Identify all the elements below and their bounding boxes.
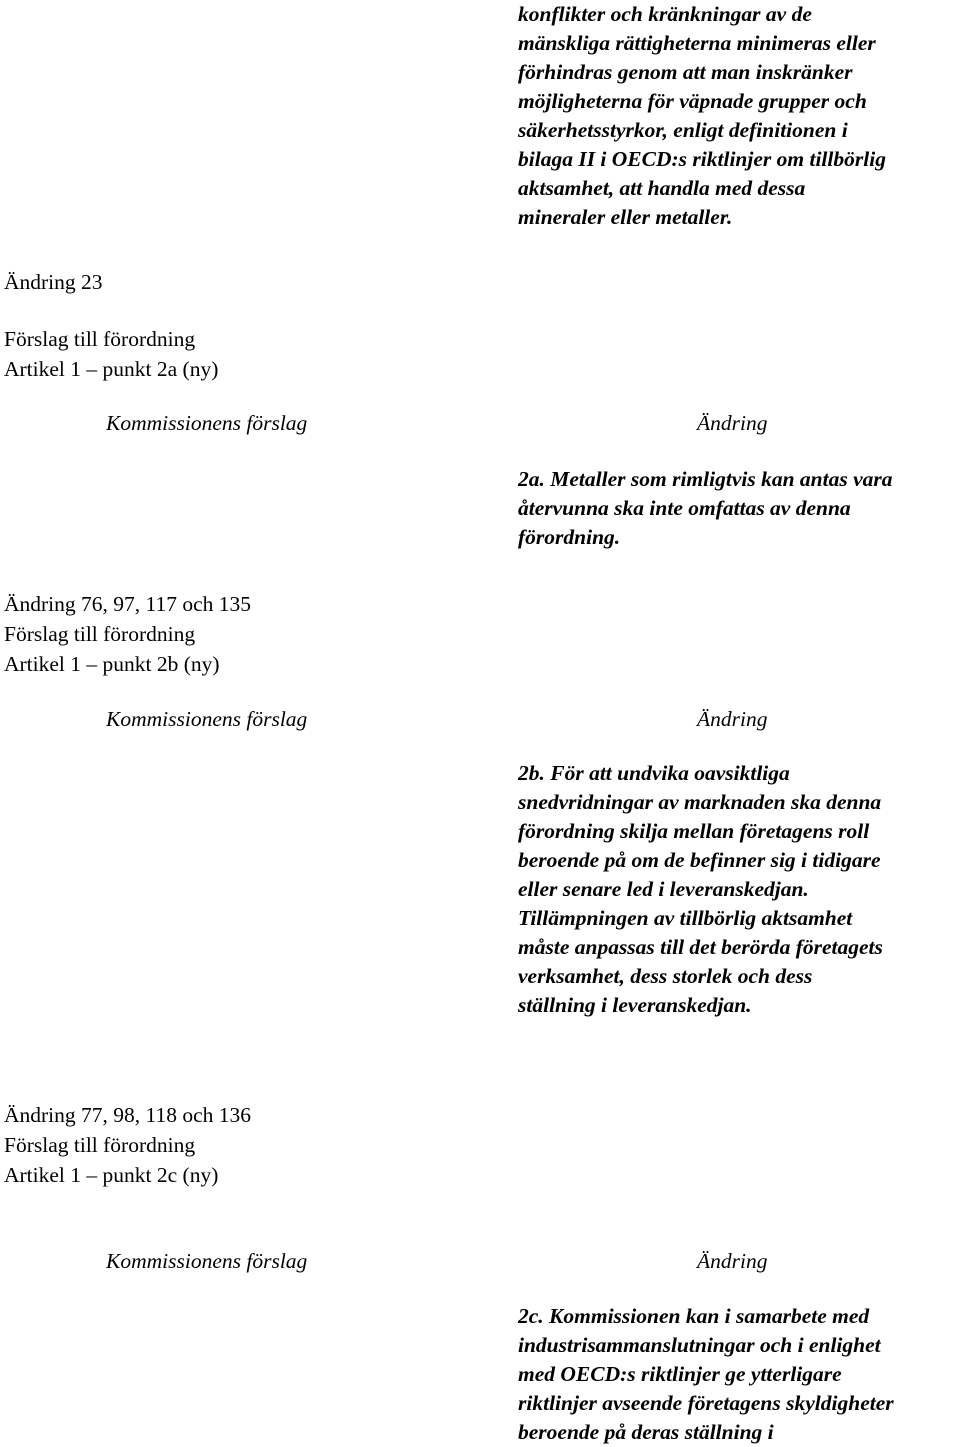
- amendment-subheading: Förslag till förordning Artikel 1 – punkt 2c (ny): [4, 1133, 219, 1187]
- amendment-text: 2b. För att undvika oavsiktliga snedvridningar av marknaden ska denna förordning skilja mellan företagens roll beroende på om de befinner sig i tidigare eller senare led i leveranskedjan. Tillämpningen av tillbörlig aktsamhet måste anpassas till det berörda företagets verksamhet, dess storlek och dess ställning i leveranskedjan.: [518, 761, 883, 1017]
- amendment-subheading: Förslag till förordning Artikel 1 – punkt 2b (ny): [4, 622, 220, 676]
- amendment-label: Ändring: [697, 707, 768, 731]
- amendment-text: 2c. Kommissionen kan i samarbete med industrisammanslutningar och i enlighet med OECD:s riktlinjer ge ytterligare riktlinjer avseende företagens skyldigheter beroende på deras ställning i: [518, 1304, 894, 1444]
- commission-proposal-label: Kommissionens förslag: [106, 707, 308, 731]
- amendment-label: Ändring: [697, 411, 768, 435]
- amendment-heading: Ändring 76, 97, 117 och 135: [4, 592, 252, 616]
- continued-amendment-text: konflikter och kränkningar av de mänskliga rättigheterna minimeras eller förhindras genom att man inskränker möjligheterna för väpnade grupper och säkerhetsstyrkor, enligt definitionen i bilaga II i OECD:s riktlinjer om tillbörlig aktsamhet, att handla med dessa mineraler eller metaller.: [518, 2, 886, 229]
- amendment-subheading: Förslag till förordning Artikel 1 – punkt 2a (ny): [4, 327, 219, 381]
- amendment-text: 2a. Metaller som rimligtvis kan antas vara återvunna ska inte omfattas av denna förordning.: [518, 467, 893, 549]
- amendment-heading: Ändring 23: [4, 270, 103, 294]
- amendment-heading: Ändring 77, 98, 118 och 136: [4, 1103, 252, 1127]
- commission-proposal-label: Kommissionens förslag: [106, 1249, 308, 1273]
- amendment-label: Ändring: [697, 1249, 768, 1273]
- commission-proposal-label: Kommissionens förslag: [106, 411, 308, 435]
